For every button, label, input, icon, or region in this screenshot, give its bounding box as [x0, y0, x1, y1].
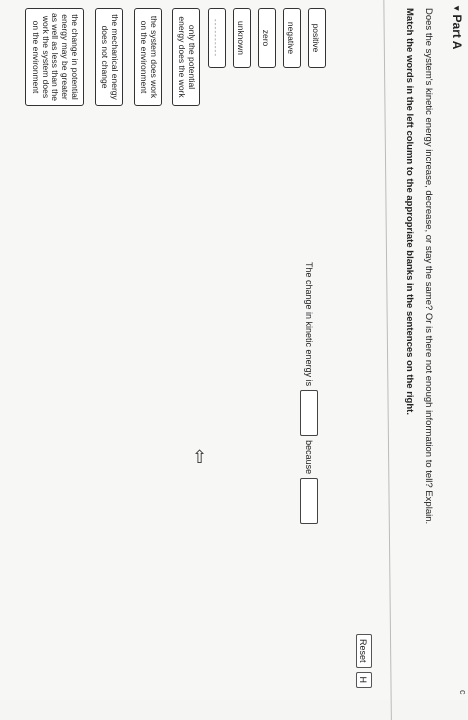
bank-item-positive[interactable]: positive — [308, 8, 326, 68]
bank-item-system-does-work[interactable]: the system does work on the environment — [134, 8, 162, 106]
corner-mark: c — [458, 690, 468, 695]
sentence-row — [300, 262, 318, 524]
bank-item-change-potential-energy[interactable]: the change in potential energy may be greater as well as less than the work the system does on the environment — [25, 8, 84, 106]
toolbar — [356, 634, 372, 688]
part-header[interactable] — [450, 6, 464, 49]
blank-drop-target-1[interactable] — [300, 390, 318, 436]
part-title: Part A — [450, 14, 464, 50]
question-text: Does the system's kinetic energy increase, decrease, or stay the same? Or is there not enough information to tell? Explain. — [423, 8, 434, 525]
bank-item-mechanical-energy[interactable]: the mechanical energy does not change — [95, 8, 123, 106]
help-button[interactable]: H — [356, 672, 372, 689]
bank-item-negative[interactable]: negative — [283, 8, 301, 68]
bank-item-placeholder[interactable]: ---------- — [208, 8, 226, 68]
blank-drop-target-2[interactable] — [300, 478, 318, 524]
bank-item-unknown[interactable]: unknown — [233, 8, 251, 68]
reset-button[interactable]: Reset — [356, 634, 372, 668]
bank-item-potential-energy-work[interactable]: only the potential energy does the work — [172, 8, 200, 106]
mouse-pointer-icon: ⇧ — [191, 447, 208, 468]
divider — [383, 0, 392, 720]
triangle-down-icon[interactable]: ▾ — [452, 6, 463, 11]
sentence-middle: because — [304, 440, 314, 475]
sentence-prefix: The change in kinetic energy is — [304, 262, 314, 387]
instruction-text: Match the words in the left column to the appropriate blanks in the sentences on the right. — [404, 8, 415, 415]
bank-item-zero[interactable]: zero — [258, 8, 276, 68]
